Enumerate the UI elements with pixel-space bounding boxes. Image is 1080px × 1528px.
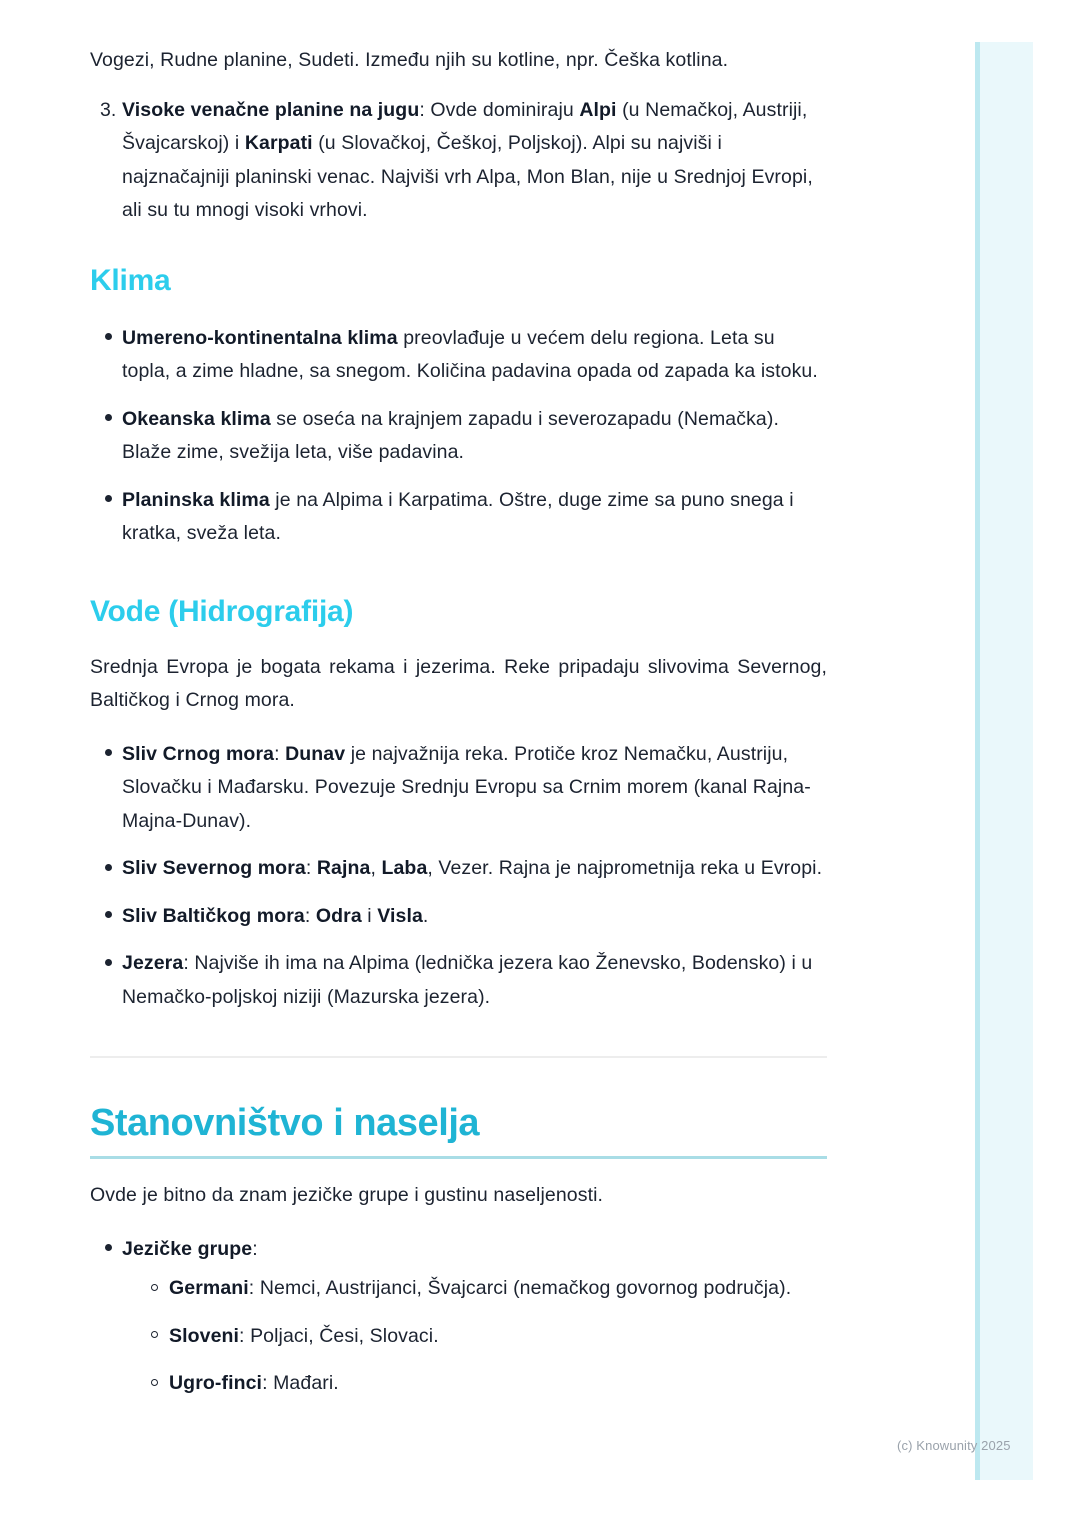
- bullet-circle-icon: [151, 1331, 158, 1338]
- bullet-dot-icon: [105, 495, 112, 502]
- bullet-marker: [139, 1320, 165, 1354]
- spacer: [90, 1014, 827, 1056]
- bullet-marker: [90, 900, 116, 934]
- text-segment: (u Slovačkoj, Češkoj, Poljskoj). Alpi su najviši i najznačajniji planinski venac. Najviši vrh Alpa, Mon Blan, nije u Srednjoj Evropi, ali su tu mnogi visoki vrhovi.: [122, 132, 813, 221]
- section-heading-vode: Vode (Hidrografija): [90, 594, 354, 628]
- bullet-marker: [90, 738, 116, 772]
- text-segment: i: [361, 904, 378, 927]
- list-item-text: [122, 408, 779, 464]
- ordered-list-relief-types: [90, 94, 827, 228]
- list-item-text: [122, 743, 811, 832]
- bold-term-odra: Odra: [315, 904, 362, 927]
- list-item-text: [122, 1238, 258, 1260]
- list-item-text: [122, 905, 428, 927]
- bold-term-sloveni: Sloveni: [169, 1324, 240, 1347]
- bold-term-laba: Laba: [381, 857, 428, 879]
- spacer: [90, 300, 827, 322]
- list-item-text: [169, 1372, 339, 1394]
- bold-term-germani: Germani: [169, 1277, 249, 1299]
- text-segment: se oseća na krajnjem zapadu i severozapadu (Nemačka). Blaže zime, svežija leta, više padavina.: [122, 407, 779, 463]
- bullet-dot-icon: [105, 911, 112, 918]
- list-item-text: [169, 1277, 791, 1299]
- list-item-text: [122, 857, 822, 879]
- bullet-dot-icon: [105, 414, 112, 421]
- bullet-circle-icon: [151, 1379, 158, 1386]
- text-segment: je na Alpima i Karpatima. Oštre, duge zime sa puno snega i kratka, sveža leta.: [122, 488, 794, 544]
- text-segment: :: [183, 952, 195, 974]
- continued-paragraph: Vogezi, Rudne planine, Sudeti. Između njih su kotline, npr. Češka kotlina.: [90, 49, 729, 71]
- page-edge-decoration-strip: [975, 42, 1033, 1480]
- bullet-marker: [90, 947, 116, 981]
- bullet-circle-icon: [151, 1284, 158, 1291]
- text-segment: : Mađari.: [262, 1372, 339, 1394]
- list-item: [139, 1272, 827, 1306]
- bullet-dot-icon: [105, 864, 112, 871]
- bold-term-ugro-finci: Ugro-finci: [169, 1372, 263, 1394]
- copyright-watermark: (c) Knowunity 2025: [897, 1438, 1011, 1453]
- bold-term-alpi: Alpi: [579, 98, 617, 121]
- bold-term: Planinska klima: [122, 488, 270, 511]
- list-item-text: [122, 489, 794, 545]
- bold-term-jezera: Jezera: [122, 952, 184, 974]
- spacer: [90, 1146, 827, 1156]
- bold-term: Umereno-kontinentalna klima: [122, 326, 398, 349]
- page-edge-accent-line: [975, 42, 980, 1480]
- bullet-marker: [90, 852, 116, 886]
- text-segment: je najvažnija reka. Protiče kroz Nemačku, Austriju, Slovačku i Mađarsku. Povezuje Srednju Evropu sa Crnim morem (kanal Rajna-Majna-Dunav).: [122, 742, 811, 832]
- document-content: [90, 44, 827, 1401]
- bullet-marker: [139, 1272, 165, 1306]
- text-segment: :: [274, 742, 286, 765]
- list-item-text: [122, 327, 818, 383]
- bullet-dot-icon: [105, 333, 112, 340]
- list-klima: [90, 322, 827, 551]
- spacer: [90, 1213, 827, 1233]
- list-item-text: [169, 1325, 439, 1347]
- list-item: [90, 94, 827, 228]
- spacer: [90, 551, 827, 593]
- bold-term: Okeanska klima: [122, 407, 271, 430]
- text-segment: Najviše ih ima na Alpima (lednička jezera kao Ženevsko, Bodensko) i u Nemačko-poljskoj niziji (Mazurska jezera).: [122, 952, 813, 1008]
- text-segment: , Vezer. Rajna je najprometnija reka u Evropi.: [427, 857, 823, 879]
- sublist-jezicke-grupe: [122, 1272, 827, 1401]
- text-segment: : Nemci, Austrijanci, Švajcarci (nemačkog govornog područja).: [248, 1277, 792, 1299]
- bold-term: Sliv Crnog mora: [122, 742, 275, 765]
- bullet-marker: [90, 1233, 116, 1267]
- list-item-text: [122, 952, 812, 1008]
- bold-term-visla: Visla: [377, 904, 423, 927]
- spacer: [90, 631, 827, 651]
- text-segment: :: [305, 857, 317, 879]
- section-heading-klima: Klima: [90, 263, 171, 297]
- list-vode: [90, 738, 827, 1015]
- text-segment: .: [422, 904, 429, 927]
- bullet-marker: [139, 1367, 165, 1401]
- text-segment: : Poljaci, Česi, Slovaci.: [239, 1324, 439, 1347]
- list-item: [90, 947, 827, 1014]
- spacer: [90, 718, 827, 738]
- bold-lead-in: Visoke venačne planine na jugu: [122, 98, 420, 121]
- text-segment: (u Nemačkoj, Austriji, Švajcarskoj) i: [122, 98, 808, 154]
- text-segment: :: [304, 904, 316, 927]
- text-segment: :: [252, 1237, 258, 1260]
- stanovnistvo-intro-paragraph: Ovde je bitno da znam jezičke grupe i gustinu naseljenosti.: [90, 1184, 604, 1206]
- list-item: [90, 403, 827, 470]
- list-item: [90, 1233, 827, 1401]
- list-item: [90, 900, 827, 934]
- list-item: [90, 322, 827, 389]
- text-segment: preovlađuje u većem delu regiona. Leta su topla, a zime hladne, sa snegom. Količina padavina opada od zapada ka istoku.: [122, 326, 818, 382]
- spacer: [90, 228, 827, 262]
- bullet-marker: [90, 484, 116, 518]
- bold-term-jezicke-grupe: Jezičke grupe: [122, 1237, 253, 1260]
- list-stanovnistvo: [90, 1233, 827, 1401]
- bold-term-rajna: Rajna: [316, 857, 371, 879]
- bullet-marker: [90, 322, 116, 356]
- text-segment: ,: [370, 857, 382, 879]
- bold-term-dunav: Dunav: [285, 742, 346, 765]
- bold-term-karpati: Karpati: [244, 132, 313, 154]
- list-marker-number: 3.: [100, 98, 117, 121]
- bullet-dot-icon: [105, 749, 112, 756]
- spacer: [90, 1159, 827, 1179]
- bullet-dot-icon: [105, 1244, 112, 1251]
- list-item: [139, 1320, 827, 1354]
- list-item: [90, 738, 827, 839]
- text-segment: : Ovde dominiraju: [419, 98, 580, 121]
- spacer: [90, 1058, 827, 1100]
- spacer: [90, 78, 827, 94]
- list-item-text: [122, 99, 813, 222]
- vode-intro-paragraph: Srednja Evropa je bogata rekama i jezerima. Reke pripadaju slivovima Severnog, Baltičkog i Crnog mora.: [90, 655, 827, 711]
- bullet-dot-icon: [105, 959, 112, 966]
- bullet-marker: [90, 403, 116, 437]
- bold-term: Sliv Baltičkog mora: [122, 904, 305, 927]
- bold-term: Sliv Severnog mora: [122, 857, 306, 879]
- section-heading-stanovnistvo: Stanovništvo i naselja: [90, 1102, 480, 1144]
- list-item: [90, 484, 827, 551]
- list-item: [90, 852, 827, 886]
- list-item: [139, 1367, 827, 1401]
